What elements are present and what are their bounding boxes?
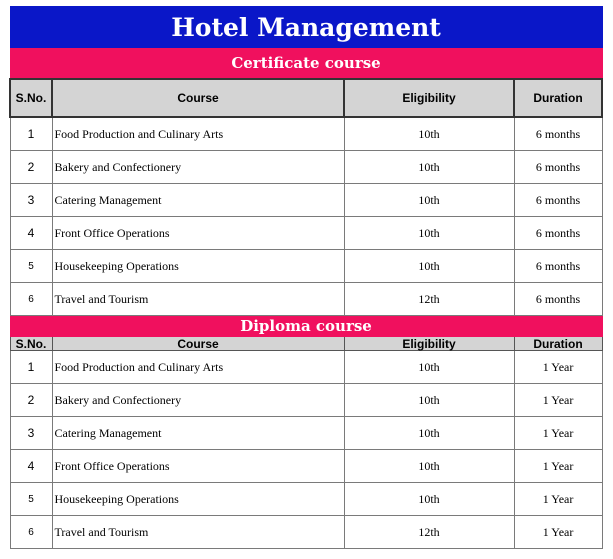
cell-sno: 3 — [10, 417, 52, 450]
cell-sno: 5 — [10, 250, 52, 283]
cell-duration: 1 Year — [514, 516, 602, 549]
header-course: Course — [52, 337, 344, 351]
cell-sno: 5 — [10, 483, 52, 516]
cell-duration: 6 months — [514, 217, 602, 250]
cell-course: Travel and Tourism — [52, 516, 344, 549]
cell-eligibility: 10th — [344, 351, 514, 384]
cell-duration: 1 Year — [514, 384, 602, 417]
cell-duration: 1 Year — [514, 417, 602, 450]
certificate-header-row — [10, 79, 602, 117]
cell-eligibility: 10th — [344, 450, 514, 483]
table-row — [10, 151, 602, 184]
cell-duration: 6 months — [514, 151, 602, 184]
cell-course: Front Office Operations — [52, 217, 344, 250]
diploma-header-row — [10, 337, 602, 351]
cell-eligibility: 12th — [344, 516, 514, 549]
table-row — [10, 384, 602, 417]
course-table-body — [10, 7, 602, 549]
header-duration: Duration — [514, 337, 602, 351]
header-sno: S.No. — [10, 337, 52, 351]
table-row — [10, 516, 602, 549]
cell-sno: 4 — [10, 450, 52, 483]
header-eligibility: Eligibility — [344, 79, 514, 117]
table-row — [10, 483, 602, 516]
header-course: Course — [52, 79, 344, 117]
cell-eligibility: 10th — [344, 184, 514, 217]
table-row — [10, 283, 602, 316]
header-duration: Duration — [514, 79, 602, 117]
cell-eligibility: 10th — [344, 117, 514, 151]
cell-eligibility: 10th — [344, 217, 514, 250]
course-table — [9, 6, 603, 549]
cell-course: Bakery and Confectionery — [52, 151, 344, 184]
cell-duration: 6 months — [514, 117, 602, 151]
cell-eligibility: 12th — [344, 283, 514, 316]
cell-sno: 3 — [10, 184, 52, 217]
cell-course: Catering Management — [52, 417, 344, 450]
cell-course: Food Production and Culinary Arts — [52, 117, 344, 151]
cell-eligibility: 10th — [344, 417, 514, 450]
header-sno: S.No. — [10, 79, 52, 117]
cell-eligibility: 10th — [344, 483, 514, 516]
cell-eligibility: 10th — [344, 384, 514, 417]
table-row — [10, 417, 602, 450]
cell-sno: 1 — [10, 117, 52, 151]
cell-duration: 6 months — [514, 250, 602, 283]
cell-sno: 1 — [10, 351, 52, 384]
cell-sno: 6 — [10, 283, 52, 316]
cell-duration: 6 months — [514, 184, 602, 217]
cell-duration: 1 Year — [514, 351, 602, 384]
table-row — [10, 184, 602, 217]
cell-course: Travel and Tourism — [52, 283, 344, 316]
cell-eligibility: 10th — [344, 151, 514, 184]
table-row — [10, 450, 602, 483]
cell-course: Housekeeping Operations — [52, 483, 344, 516]
cell-sno: 6 — [10, 516, 52, 549]
cell-sno: 4 — [10, 217, 52, 250]
cell-course: Food Production and Culinary Arts — [52, 351, 344, 384]
certificate-section-heading: Certificate course — [10, 48, 602, 80]
cell-duration: 1 Year — [514, 450, 602, 483]
cell-course: Catering Management — [52, 184, 344, 217]
cell-eligibility: 10th — [344, 250, 514, 283]
table-row — [10, 117, 602, 151]
course-table-container — [9, 6, 601, 549]
cell-course: Housekeeping Operations — [52, 250, 344, 283]
cell-duration: 1 Year — [514, 483, 602, 516]
cell-course: Bakery and Confectionery — [52, 384, 344, 417]
table-row — [10, 250, 602, 283]
cell-sno: 2 — [10, 384, 52, 417]
cell-duration: 6 months — [514, 283, 602, 316]
page-title: Hotel Management — [10, 7, 602, 48]
cell-course: Front Office Operations — [52, 450, 344, 483]
header-eligibility: Eligibility — [344, 337, 514, 351]
diploma-section-heading: Diploma course — [10, 316, 602, 337]
table-row — [10, 351, 602, 384]
cell-sno: 2 — [10, 151, 52, 184]
table-row — [10, 217, 602, 250]
